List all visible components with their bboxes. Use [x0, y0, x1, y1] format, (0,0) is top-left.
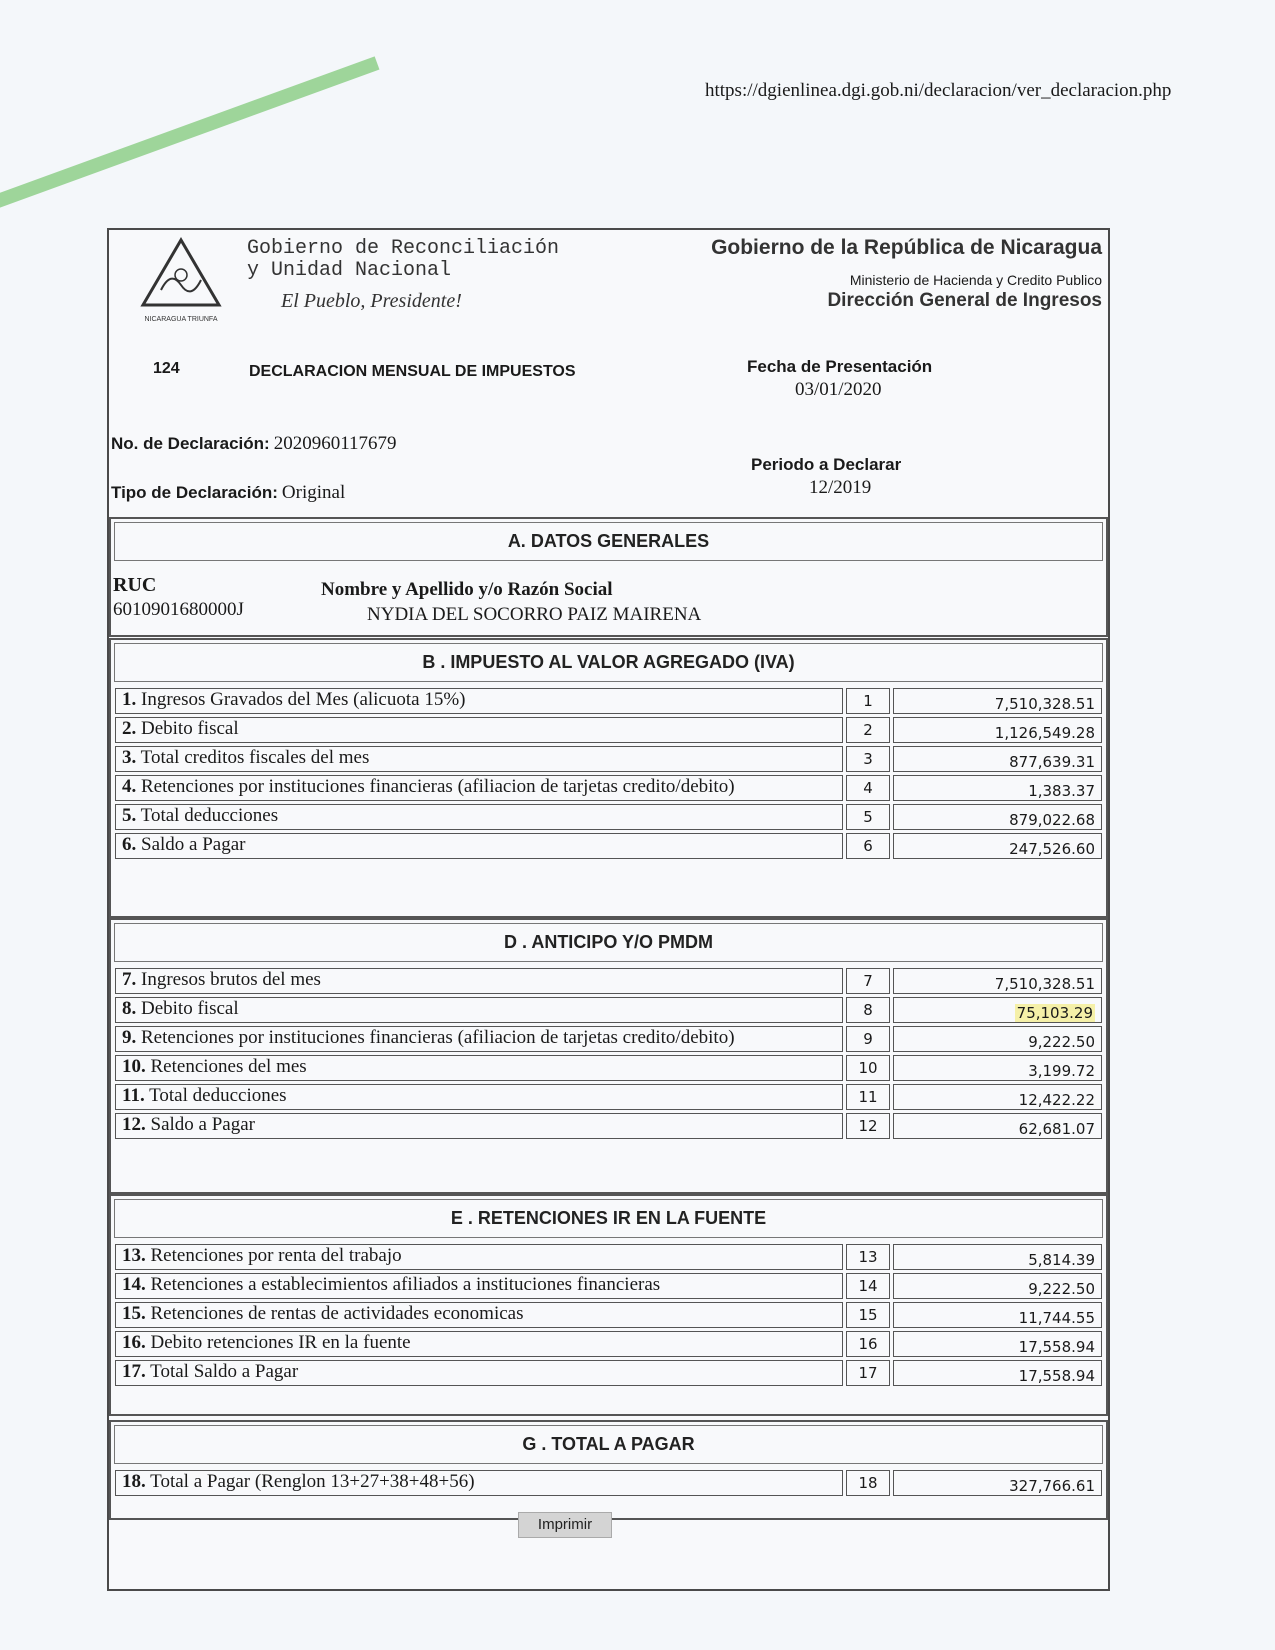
ministry-name: Ministerio de Hacienda y Credito Publico	[849, 272, 1102, 288]
row-number-prefix: 13.	[122, 1245, 146, 1266]
row-amount	[893, 1026, 1102, 1052]
row-amount	[893, 688, 1102, 714]
form-row	[115, 997, 1102, 1023]
row-label-cell	[115, 997, 843, 1023]
row-amount-value: 3,199.72	[1028, 1062, 1095, 1080]
row-label-cell	[115, 1273, 843, 1299]
row-line-number: 14	[846, 1273, 890, 1299]
section-a	[109, 517, 1108, 637]
row-label-cell	[115, 1331, 843, 1357]
row-line-number: 15	[846, 1302, 890, 1328]
row-amount-value: 1,383.37	[1028, 782, 1095, 800]
row-amount-value: 5,814.39	[1028, 1251, 1095, 1269]
section-g-table	[112, 1467, 1105, 1499]
page-url: https://dgienlinea.dgi.gob.ni/declaracion/ver_declaracion.php	[705, 80, 1172, 101]
section-d	[109, 918, 1108, 1194]
row-amount-value: 1,126,549.28	[994, 724, 1095, 742]
row-line-number: 13	[846, 1244, 890, 1270]
row-line-number: 18	[846, 1470, 890, 1496]
name-label: Nombre y Apellido y/o Razón Social	[321, 579, 613, 600]
form-row	[115, 1273, 1102, 1299]
row-number-prefix: 1.	[122, 689, 137, 710]
tipo-value: Original	[281, 482, 346, 503]
gov-line-1: Gobierno de Reconciliación	[247, 237, 560, 260]
row-amount-value: 17,558.94	[1018, 1338, 1095, 1356]
form-row	[115, 1026, 1102, 1052]
logo-text: NICARAGUA TRIUNFA	[144, 316, 218, 323]
government-logo-icon	[131, 235, 231, 330]
section-b	[109, 638, 1108, 918]
row-label: Retenciones de rentas de actividades economicas	[150, 1303, 524, 1324]
row-amount-value: 9,222.50	[1028, 1280, 1095, 1298]
row-amount	[893, 1084, 1102, 1110]
row-number-prefix: 10.	[122, 1056, 146, 1077]
row-label-cell	[115, 833, 843, 859]
row-number-prefix: 9.	[122, 1027, 137, 1048]
row-label: Saldo a Pagar	[141, 834, 246, 855]
form-row	[115, 746, 1102, 772]
row-label-cell	[115, 1360, 843, 1386]
no-declaracion-label: No. de Declaración:	[111, 434, 270, 453]
row-amount-value: 7,510,328.51	[994, 695, 1095, 713]
row-number-prefix: 17.	[122, 1361, 146, 1382]
row-line-number: 10	[846, 1055, 890, 1081]
form-row	[115, 1360, 1102, 1386]
row-label-cell	[115, 1026, 843, 1052]
row-amount	[893, 717, 1102, 743]
row-label: Retenciones por renta del trabajo	[150, 1245, 402, 1266]
periodo-label: Periodo a Declarar	[751, 455, 902, 474]
row-label: Total creditos fiscales del mes	[140, 747, 370, 768]
row-line-number: 4	[846, 775, 890, 801]
row-label: Retenciones a establecimientos afiliados a instituciones financieras	[150, 1274, 661, 1295]
section-a-title: A. DATOS GENERALES	[114, 522, 1103, 561]
row-number-prefix: 6.	[122, 834, 137, 855]
print-button[interactable]: Imprimir	[518, 1512, 612, 1538]
row-line-number: 7	[846, 968, 890, 994]
row-label-cell	[115, 1055, 843, 1081]
row-line-number: 12	[846, 1113, 890, 1139]
fecha-label: Fecha de Presentación	[747, 357, 933, 376]
ruc-value: 6010901680000J	[113, 599, 244, 620]
row-amount-value: 247,526.60	[1009, 840, 1095, 858]
row-amount-value: 11,744.55	[1018, 1309, 1095, 1327]
row-label-cell	[115, 1244, 843, 1270]
row-label-cell	[115, 804, 843, 830]
header-right	[711, 236, 1102, 312]
row-amount-value: 879,022.68	[1009, 811, 1095, 829]
tipo-label: Tipo de Declaración:	[111, 483, 278, 502]
no-declaracion	[111, 433, 397, 455]
row-label: Saldo a Pagar	[150, 1114, 255, 1135]
form-code: 124	[153, 360, 180, 377]
row-label: Debito fiscal	[141, 998, 239, 1019]
form-row	[115, 1113, 1102, 1139]
section-b-title: B . IMPUESTO AL VALOR AGREGADO (IVA)	[114, 643, 1103, 682]
row-label: Total deducciones	[149, 1085, 287, 1106]
row-number-prefix: 16.	[122, 1332, 146, 1353]
gov-motto: El Pueblo, Presidente!	[281, 290, 462, 312]
row-amount-value: 17,558.94	[1018, 1367, 1095, 1385]
section-d-table	[112, 965, 1105, 1142]
row-amount	[893, 746, 1102, 772]
row-amount	[893, 775, 1102, 801]
form-row	[115, 688, 1102, 714]
row-number-prefix: 7.	[122, 969, 137, 990]
row-amount-value: 7,510,328.51	[994, 975, 1095, 993]
row-label: Retenciones por instituciones financieras (afiliacion de tarjetas credito/debito)	[141, 1027, 735, 1048]
row-label: Total deducciones	[140, 805, 279, 826]
row-amount	[893, 1470, 1102, 1496]
tipo-declaracion	[111, 482, 345, 504]
section-e-table	[112, 1241, 1105, 1389]
row-line-number: 11	[846, 1084, 890, 1110]
name-value: NYDIA DEL SOCORRO PAIZ MAIRENA	[367, 604, 702, 625]
section-g-title: G . TOTAL A PAGAR	[114, 1425, 1103, 1464]
row-label-cell	[115, 1470, 843, 1496]
row-number-prefix: 8.	[122, 998, 137, 1019]
direction-name: Dirección General de Ingresos	[827, 290, 1102, 311]
row-label: Debito fiscal	[141, 718, 239, 739]
row-label: Retenciones del mes	[150, 1056, 307, 1077]
row-amount	[893, 1331, 1102, 1357]
section-b-table	[112, 685, 1105, 862]
row-amount-value: 12,422.22	[1018, 1091, 1095, 1109]
row-label-cell	[115, 1302, 843, 1328]
gov-line-2: y Unidad Nacional	[247, 259, 452, 282]
form-row	[115, 1244, 1102, 1270]
form-row	[115, 1331, 1102, 1357]
row-label-cell	[115, 1084, 843, 1110]
form-row	[115, 775, 1102, 801]
row-amount-value: 877,639.31	[1009, 753, 1095, 771]
form-row	[115, 1055, 1102, 1081]
row-label-cell	[115, 717, 843, 743]
section-g	[109, 1420, 1108, 1520]
row-amount-value: 75,103.29	[1016, 1004, 1093, 1022]
row-line-number: 1	[846, 688, 890, 714]
row-label-cell	[115, 968, 843, 994]
section-e-title: E . RETENCIONES IR EN LA FUENTE	[114, 1199, 1103, 1238]
row-line-number: 16	[846, 1331, 890, 1357]
row-line-number: 6	[846, 833, 890, 859]
row-amount	[893, 1302, 1102, 1328]
row-amount-value: 9,222.50	[1028, 1033, 1095, 1051]
ruc-label: RUC	[113, 574, 157, 596]
row-label: Retenciones por instituciones financieras (afiliacion de tarjetas credito/debito)	[141, 776, 735, 797]
form-row	[115, 1084, 1102, 1110]
row-number-prefix: 11.	[122, 1085, 145, 1106]
row-amount	[893, 997, 1102, 1023]
section-d-title: D . ANTICIPO Y/O PMDM	[114, 923, 1103, 962]
row-number-prefix: 3.	[122, 747, 137, 768]
form-row	[115, 717, 1102, 743]
row-amount	[893, 1273, 1102, 1299]
row-amount	[893, 833, 1102, 859]
row-label-cell	[115, 775, 843, 801]
row-label: Total a Pagar (Renglon 13+27+38+48+56)	[150, 1471, 475, 1492]
row-label: Ingresos Gravados del Mes (alicuota 15%)	[141, 689, 466, 710]
gov-name	[247, 238, 559, 282]
row-label: Ingresos brutos del mes	[141, 969, 321, 990]
row-amount	[893, 1055, 1102, 1081]
row-label: Total Saldo a Pagar	[150, 1361, 299, 1382]
row-amount	[893, 1360, 1102, 1386]
republic-title: Gobierno de la República de Nicaragua	[711, 236, 1102, 259]
row-label-cell	[115, 746, 843, 772]
declaration-document	[107, 228, 1110, 1591]
row-line-number: 8	[846, 997, 890, 1023]
no-declaracion-value: 2020960117679	[273, 433, 397, 454]
row-number-prefix: 15.	[122, 1303, 146, 1324]
periodo-value: 12/2019	[809, 477, 872, 498]
row-line-number: 3	[846, 746, 890, 772]
green-paper-strip	[0, 56, 379, 213]
row-amount-value: 327,766.61	[1009, 1477, 1095, 1495]
row-number-prefix: 12.	[122, 1114, 146, 1135]
row-amount	[893, 1244, 1102, 1270]
form-row	[115, 1302, 1102, 1328]
row-line-number: 9	[846, 1026, 890, 1052]
row-line-number: 17	[846, 1360, 890, 1386]
form-title: DECLARACION MENSUAL DE IMPUESTOS	[249, 363, 576, 380]
form-row	[115, 968, 1102, 994]
row-amount-value: 62,681.07	[1018, 1120, 1095, 1138]
row-amount	[893, 1113, 1102, 1139]
row-line-number: 5	[846, 804, 890, 830]
row-number-prefix: 5.	[122, 805, 137, 826]
form-row	[115, 804, 1102, 830]
row-number-prefix: 14.	[122, 1274, 146, 1295]
row-label: Debito retenciones IR en la fuente	[150, 1332, 411, 1353]
row-number-prefix: 18.	[122, 1471, 146, 1492]
form-row	[115, 1470, 1102, 1496]
row-label-cell	[115, 1113, 843, 1139]
row-line-number: 2	[846, 717, 890, 743]
row-label-cell	[115, 688, 843, 714]
row-number-prefix: 2.	[122, 718, 137, 739]
row-number-prefix: 4.	[122, 776, 137, 797]
row-amount	[893, 968, 1102, 994]
section-e	[109, 1194, 1108, 1416]
row-amount	[893, 804, 1102, 830]
fecha-value: 03/01/2020	[795, 379, 882, 400]
form-row	[115, 833, 1102, 859]
